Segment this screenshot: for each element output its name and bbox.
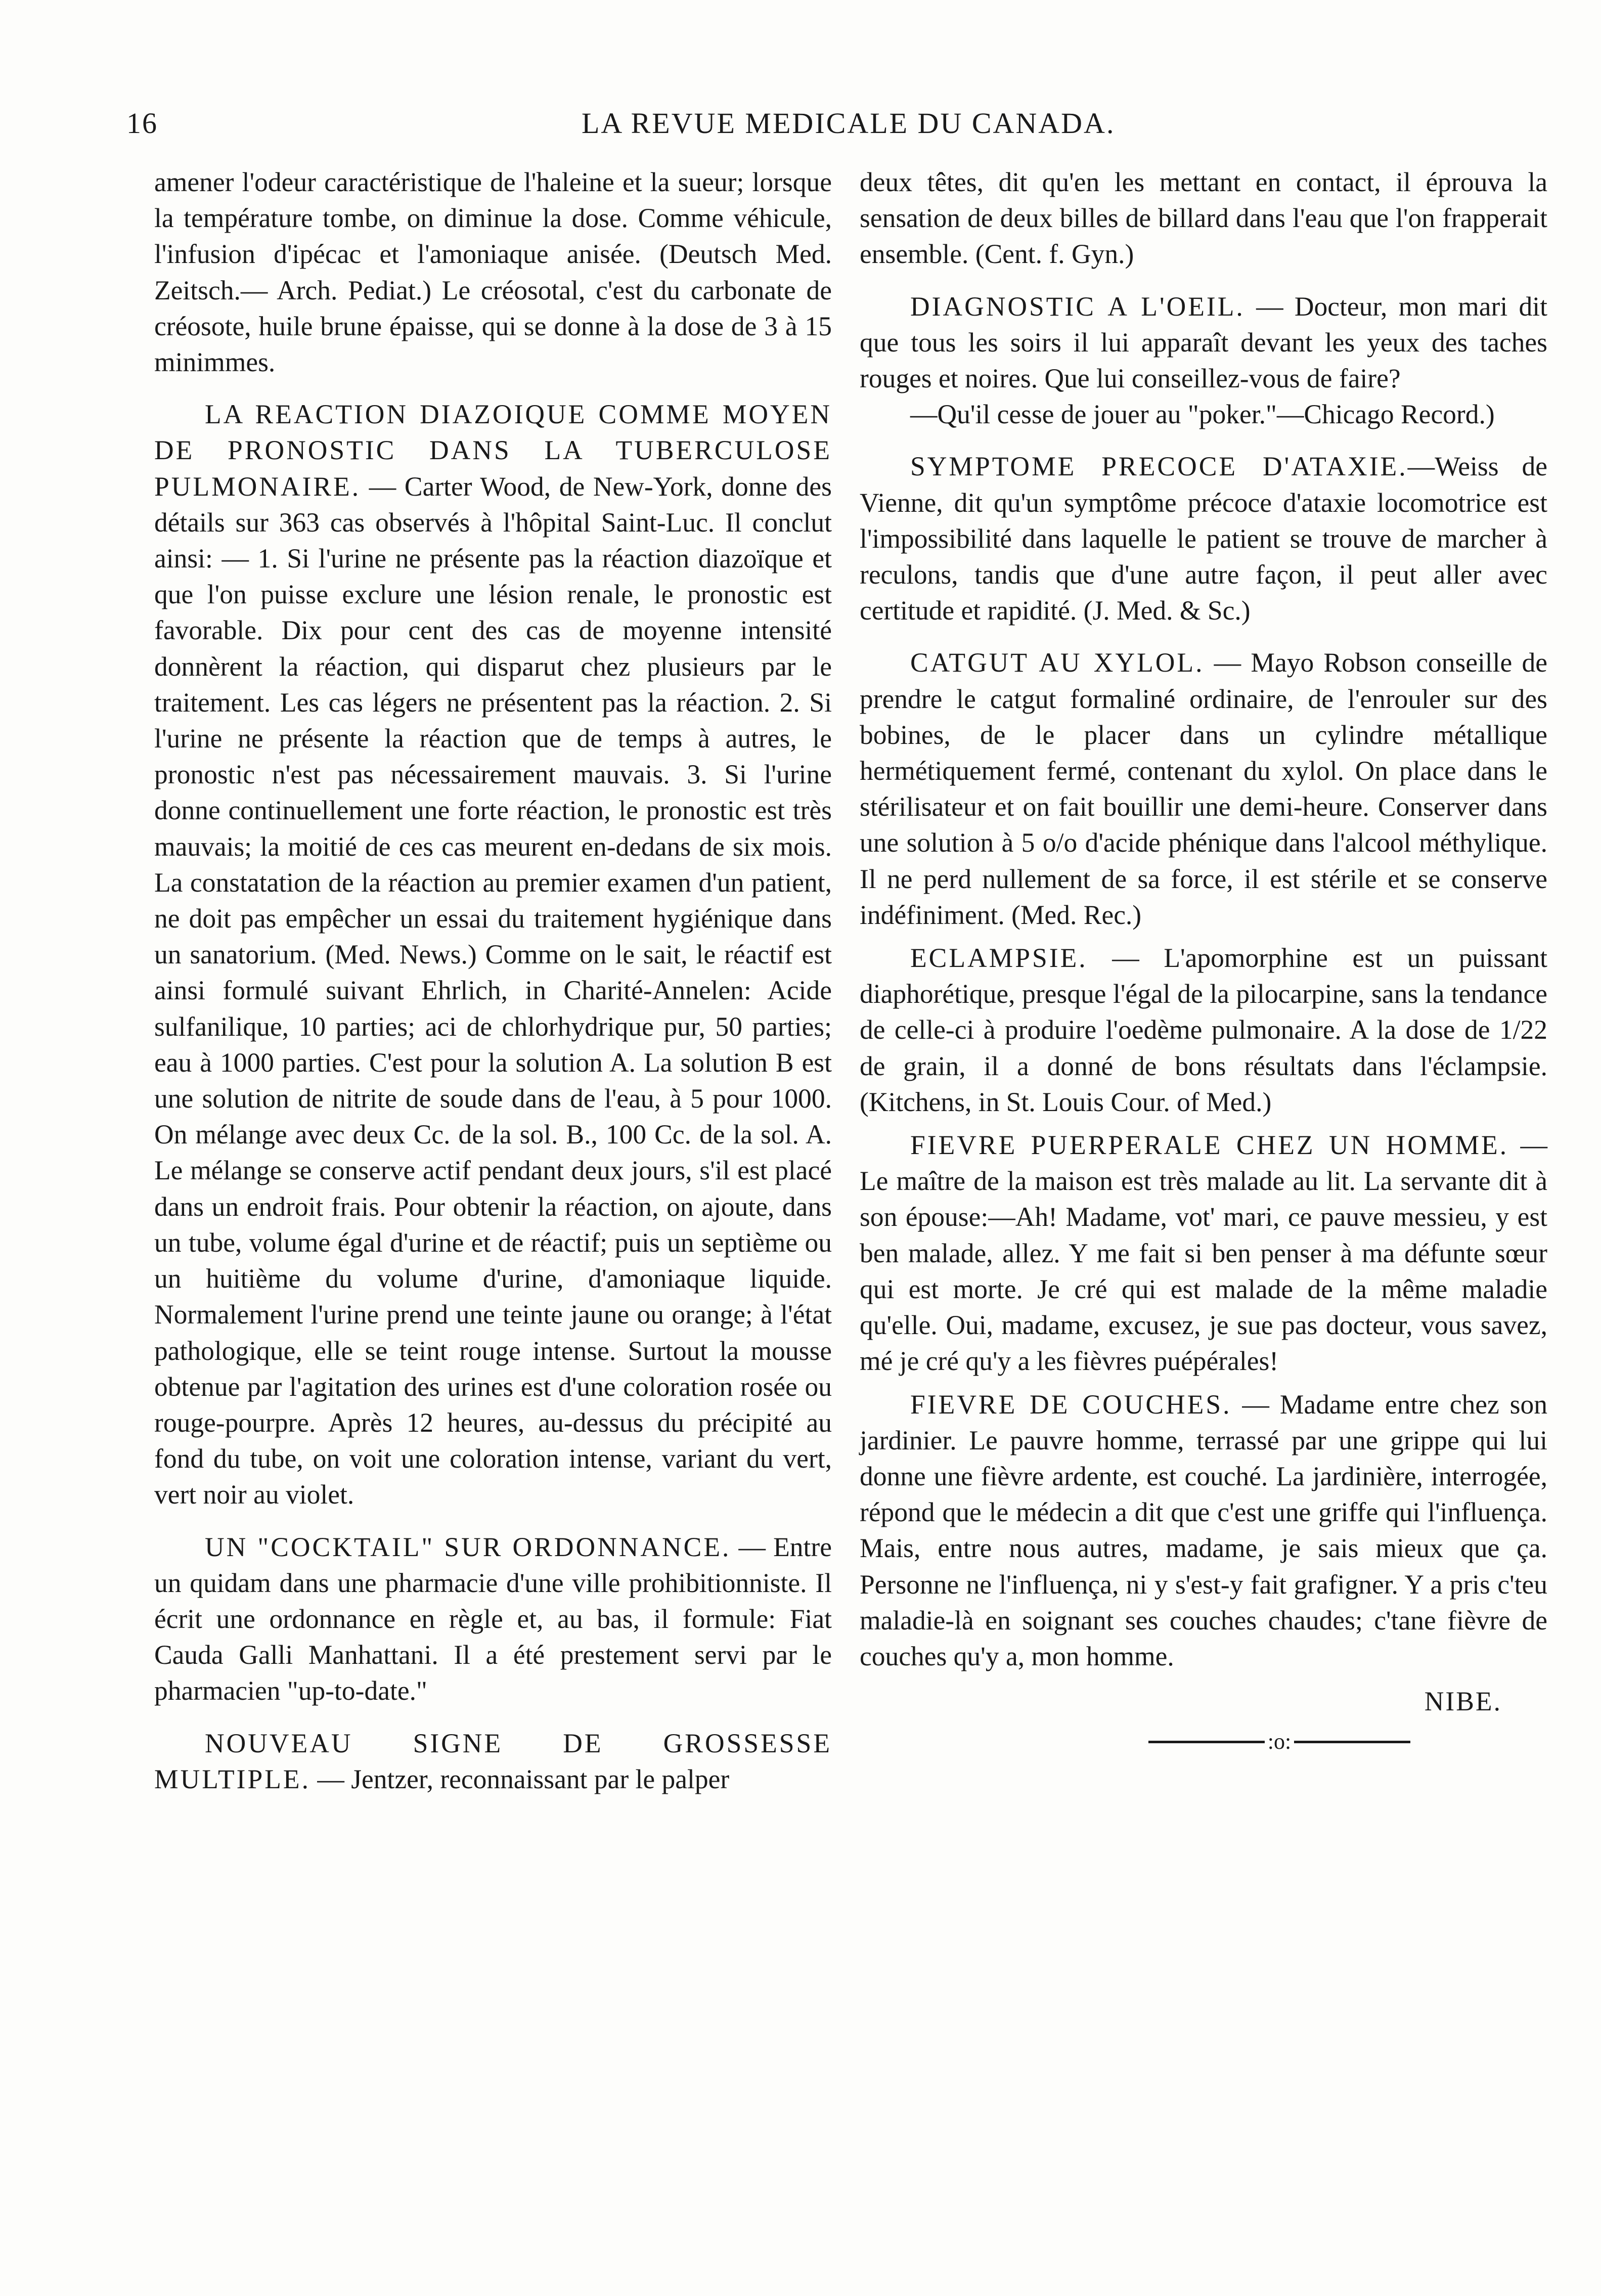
article-body: — Entre un quidam dans une pharmacie d'une ville prohibitionniste. Il écrit une ordonnance en règle et, au bas, il formule: Fiat Cauda Galli Manhattani. Il a été prestement servi par le pharmacien "up-to-date.": [154, 1531, 832, 1706]
article-body: — L'apomorphine est un puissant diaphorétique, presque l'égal de la pilocarpine, sans la tendance de celle-ci à produire l'oedème pulmonaire. A la dose de 1/22 de grain, il a donné de bons résultats dans l'éclampsie. (Kitchens, in St. Louis Cour. of Med.): [860, 943, 1547, 1117]
article-catgut: [860, 645, 1547, 933]
article-diazo-reaction: [154, 396, 832, 1513]
article-eclampsie: [860, 940, 1547, 1120]
article-body: —Qu'il cesse de jouer au "poker."—Chicago Record.): [910, 399, 1495, 430]
article-body: — Le maître de la maison est très malade au lit. La servante dit à son épouse:—Ah! Madame, vot' mari, ce pauve messieu, y est ben malade, allez. Y me fait si ben penser à ma défunte sœur qui est morte. Je cré qui est malade de la même maladie qu'elle. Oui, madame, excusez, je sue pas docteur, vous savez, mé je cré qu'y a les fièvres puépérales!: [860, 1130, 1547, 1377]
right-column: [860, 164, 1547, 1753]
article-heading: SYMPTOME PRECOCE D'ATAXIE.: [910, 451, 1408, 482]
article-ataxie: [860, 449, 1547, 629]
rule-line-right: [1294, 1741, 1410, 1743]
running-head: LA REVUE MEDICALE DU CANADA.: [582, 107, 1116, 140]
article-heading: LA REACTION DIAZOIQUE COMME MOYEN DE PRONOSTIC DANS LA TUBERCULOSE PULMONAIRE.: [154, 399, 832, 502]
article-continuation: amener l'odeur caractéristique de l'haleine et la sueur; lorsque la température tombe, on diminue la dose. Comme véhicule, l'infusion d'ipécac et l'amoniaque anisée. (Deutsch Med. Zeitsch.— Arch. Pediat.) Le créosotal, c'est du carbonate de créosote, huile brune épaisse, qui se donne à la dose de 3 à 15 minimmes.: [154, 167, 832, 378]
section-rule: [860, 1731, 1547, 1753]
article-body: — Jentzer, reconnaissant par le palper: [310, 1763, 730, 1794]
article-heading: DIAGNOSTIC A L'OEIL.: [910, 291, 1245, 322]
article-fievre-couches: [860, 1387, 1547, 1675]
article-body: — Carter Wood, de New-York, donne des détails sur 363 cas observés à l'hôpital Saint-Luc. Il conclut ainsi: — 1. Si l'urine ne présente pas la réaction diazoïque et que l'on puisse exclure une lésion renale, le pronostic est favorable. Dix pour cent des cas de moyenne intensité donnèrent la réaction, qui disparut chez plusieurs par le traitement. Les cas légers ne présentent pas la réaction. 2. Si l'urine ne présente la réaction que de temps à autres, le pronostic n'est pas nécessairement mauvais. 3. Si l'urine donne continuellement une forte réaction, le pronostic est très mauvais; la moitié de ces cas meurent en-dedans de six mois. La constatation de la réaction au premier examen d'un patient, ne doit pas empêcher un essai du traitement hygiénique dans un sanatorium. (Med. News.) Comme on le sait, le réactif est ainsi formulé suivant Ehrlich, in Charité-Annelen: Acide sulfanilique, 10 parties; aci de chlorhydrique pur, 50 parties; eau à 1000 parties. C'est pour la solution A. La solution B est une solution de nitrite de soude dans de l'eau, à 5 pour 1000. On mélange avec deux Cc. de la sol. B., 100 Cc. de la sol. A. Le mélange se conserve actif pendant deux jours, s'il est placé dans un endroit frais. Pour obtenir la réaction, on ajoute, dans un tube, volume égal d'urine et de réactif; puis un septième ou un huitième du volume d'urine, d'amoniaque liquide. Normalement l'urine prend une teinte jaune ou orange; à l'état pathologique, elle se teint rouge intense. Surtout la mousse obtenue par l'agitation des urines est d'une coloration rosée ou rouge-pourpre. Après 12 heures, au-dessus du précipité au fond du tube, on voit une coloration intense, variant du vert, vert noir au violet.: [154, 471, 832, 1510]
page-header: [126, 106, 1552, 147]
article-body: — Mayo Robson conseille de prendre le catgut formaliné ordinaire, de l'enrouler sur des bobines, de le placer dans un cylindre métallique hermétiquement fermé, contenant du xylol. On place dans le stérilisateur et on fait bouillir une demi-heure. Conserver dans une solution à 5 o/o d'acide phénique dans l'alcool méthylique. Il ne perd nullement de sa force, il est stérile et se conserve indéfiniment. (Med. Rec.): [860, 647, 1547, 930]
article-heading: UN "COCKTAIL" SUR ORDONNANCE.: [205, 1531, 731, 1562]
article-body: — Madame entre chez son jardinier. Le pauvre homme, terrassé par une grippe qui lui donne une fièvre ardente, est couché. La jardinière, interrogée, répond que le médecin a dit que c'est une griffe qui l'influença. Mais, entre nous autres, madame, je sais mieux que ça. Personne ne l'influença, ni y s'est-y fait grafigner. Y a pris c'teu maladie-là en soignant ses couches chaudes; c'tane fièvre de couches qu'y a, mon homme.: [860, 1389, 1547, 1671]
article-continuation: deux têtes, dit qu'en les mettant en contact, il éprouva la sensation de deux billes de billard dans l'eau que l'on frapperait ensemble. (Cent. f. Gyn.): [860, 167, 1547, 270]
article-heading: FIEVRE PUERPERALE CHEZ UN HOMME.: [910, 1130, 1509, 1161]
author-signature: NIBE.: [1424, 1686, 1502, 1717]
article-heading: ECLAMPSIE.: [910, 943, 1088, 974]
rule-ornament: :o:: [1267, 1729, 1292, 1754]
article-heading: FIEVRE DE COUCHES.: [910, 1389, 1232, 1420]
article-body: — Docteur, mon mari dit que tous les soirs il lui apparaît devant les yeux des taches rouges et noires. Que lui conseillez-vous de faire?: [860, 291, 1547, 394]
article-reply: [860, 396, 1547, 432]
rule-line-left: [1148, 1741, 1265, 1743]
left-column: [154, 164, 832, 1797]
article-diagnostic-oeil: [860, 289, 1547, 397]
article-heading: CATGUT AU XYLOL.: [910, 647, 1205, 678]
article-body: —Weiss de Vienne, dit qu'un symptôme précoce d'ataxie locomotrice est l'impossibilité dans laquelle le patient se trouve de marcher à reculons, tandis que d'une autre façon, il peut aller avec certitude et rapidité. (J. Med. & Sc.): [860, 451, 1547, 626]
article-cocktail: [154, 1529, 832, 1709]
article-heading: NOUVEAU SIGNE DE GROSSESSE MULTIPLE.: [154, 1728, 832, 1794]
article-grossesse: [154, 1726, 832, 1797]
page-number: 16: [126, 107, 158, 140]
article-fievre-puerperale: [860, 1127, 1547, 1379]
